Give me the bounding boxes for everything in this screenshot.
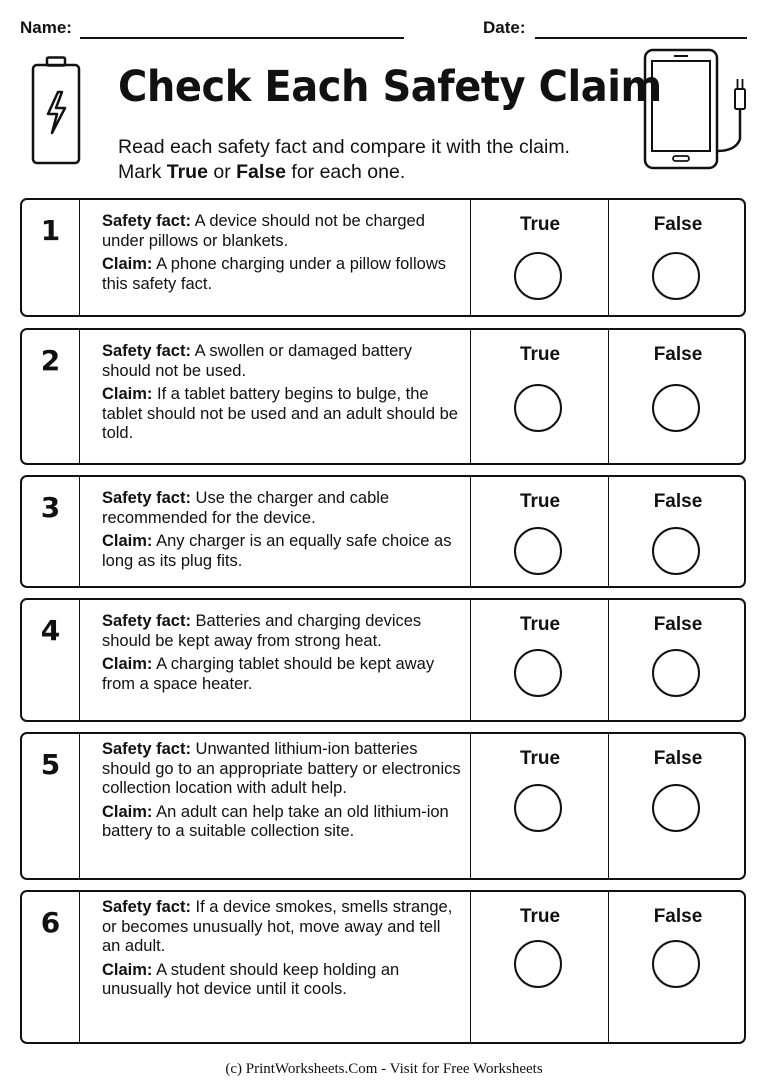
false-column bbox=[608, 600, 747, 720]
question-row-3 bbox=[20, 475, 746, 588]
true-bubble[interactable] bbox=[514, 940, 562, 988]
claim bbox=[102, 655, 462, 694]
instr-mid: or bbox=[207, 161, 237, 183]
true-label: True bbox=[519, 614, 561, 635]
fact-label: Safety fact: bbox=[102, 612, 191, 630]
false-label: False bbox=[653, 906, 703, 927]
true-bubble[interactable] bbox=[514, 649, 562, 697]
question-number: 2 bbox=[22, 330, 80, 463]
instr-pre: Mark bbox=[118, 161, 167, 183]
page-title: Check Each Safety Claim bbox=[118, 62, 662, 112]
true-label: True bbox=[519, 214, 561, 235]
true-column bbox=[470, 892, 609, 1042]
question-text bbox=[102, 212, 462, 298]
false-label: False bbox=[653, 614, 703, 635]
true-label: True bbox=[519, 748, 561, 769]
false-label: False bbox=[653, 344, 703, 365]
instructions-line-2 bbox=[118, 160, 570, 185]
false-label: False bbox=[653, 748, 703, 769]
false-column bbox=[608, 892, 747, 1042]
claim-text: Any charger is an equally safe choice as long as its plug fits. bbox=[102, 532, 452, 570]
question-text bbox=[102, 898, 462, 1004]
true-bubble[interactable] bbox=[514, 784, 562, 832]
battery-icon bbox=[31, 56, 81, 166]
false-label: False bbox=[653, 214, 703, 235]
safety-fact bbox=[102, 740, 462, 799]
false-bubble[interactable] bbox=[652, 649, 700, 697]
claim-label: Claim: bbox=[102, 655, 153, 673]
fact-label: Safety fact: bbox=[102, 212, 191, 230]
instructions bbox=[118, 135, 570, 185]
footer-credit: (c) PrintWorksheets.Com - Visit for Free Worksheets bbox=[225, 1061, 543, 1077]
safety-fact bbox=[102, 212, 462, 251]
safety-fact bbox=[102, 898, 462, 957]
question-row-1 bbox=[20, 198, 746, 317]
fact-text: Use the charger and cable recommended for the device. bbox=[102, 489, 390, 527]
false-column bbox=[608, 330, 747, 463]
true-label: True bbox=[519, 344, 561, 365]
question-row-5 bbox=[20, 732, 746, 880]
question-row-4 bbox=[20, 598, 746, 722]
fact-label: Safety fact: bbox=[102, 489, 191, 507]
true-column bbox=[470, 330, 609, 463]
instr-false: False bbox=[236, 161, 286, 183]
true-column bbox=[470, 734, 609, 878]
false-bubble[interactable] bbox=[652, 527, 700, 575]
claim-text: A phone charging under a pillow follows this safety fact. bbox=[102, 255, 446, 293]
claim bbox=[102, 961, 462, 1000]
date-field-line[interactable] bbox=[535, 37, 747, 39]
claim bbox=[102, 385, 462, 444]
instr-true: True bbox=[166, 161, 208, 183]
fact-text: Batteries and charging devices should be kept away from strong heat. bbox=[102, 612, 422, 650]
question-number: 3 bbox=[22, 477, 80, 586]
question-text bbox=[102, 342, 462, 448]
fact-label: Safety fact: bbox=[102, 898, 191, 916]
true-bubble[interactable] bbox=[514, 527, 562, 575]
claim-label: Claim: bbox=[102, 960, 153, 979]
true-column bbox=[470, 600, 609, 720]
question-text bbox=[102, 612, 462, 698]
false-bubble[interactable] bbox=[652, 784, 700, 832]
claim bbox=[102, 803, 462, 842]
true-bubble[interactable] bbox=[514, 252, 562, 300]
date-label: Date: bbox=[483, 18, 526, 37]
question-text bbox=[102, 740, 462, 846]
question-number: 1 bbox=[22, 200, 80, 315]
safety-fact bbox=[102, 342, 462, 381]
safety-fact bbox=[102, 612, 462, 651]
claim-label: Claim: bbox=[102, 255, 153, 273]
claim-text: An adult can help take an old lithium-ion battery to a suitable collection site. bbox=[102, 802, 449, 840]
false-column bbox=[608, 734, 747, 878]
false-label: False bbox=[653, 491, 703, 512]
claim-text: A charging tablet should be kept away from a space heater. bbox=[102, 655, 435, 693]
name-field-line[interactable] bbox=[80, 37, 404, 39]
claim-label: Claim: bbox=[102, 802, 153, 821]
fact-label: Safety fact: bbox=[102, 740, 191, 758]
false-bubble[interactable] bbox=[652, 252, 700, 300]
fact-text: Unwanted lithium-ion batteries should go to an appropriate battery or electronics collection location with adult help. bbox=[102, 740, 461, 797]
question-row-2 bbox=[20, 328, 746, 465]
false-column bbox=[608, 477, 747, 586]
claim bbox=[102, 255, 462, 294]
true-label: True bbox=[519, 491, 561, 512]
false-bubble[interactable] bbox=[652, 940, 700, 988]
true-bubble[interactable] bbox=[514, 384, 562, 432]
false-column bbox=[608, 200, 747, 315]
question-number: 4 bbox=[22, 600, 80, 720]
claim-label: Claim: bbox=[102, 385, 153, 403]
true-label: True bbox=[519, 906, 561, 927]
false-bubble[interactable] bbox=[652, 384, 700, 432]
claim-text: If a tablet battery begins to bulge, the tablet should not be used and an adult should be told. bbox=[102, 385, 458, 442]
fact-text: A device should not be charged under pillows or blankets. bbox=[102, 212, 425, 250]
question-text bbox=[102, 489, 462, 575]
safety-fact bbox=[102, 489, 462, 528]
true-column bbox=[470, 200, 609, 315]
fact-label: Safety fact: bbox=[102, 342, 191, 360]
name-label: Name: bbox=[20, 18, 72, 37]
claim bbox=[102, 532, 462, 571]
instr-post: for each one. bbox=[286, 161, 406, 183]
instructions-line-1: Read each safety fact and compare it with the claim. bbox=[118, 136, 570, 158]
tablet-charging-icon bbox=[640, 47, 750, 175]
fact-text: A swollen or damaged battery should not be used. bbox=[102, 342, 413, 380]
question-number: 5 bbox=[22, 734, 80, 878]
question-number: 6 bbox=[22, 892, 80, 1042]
claim-label: Claim: bbox=[102, 532, 153, 550]
true-column bbox=[470, 477, 609, 586]
question-row-6 bbox=[20, 890, 746, 1044]
claim-text: A student should keep holding an unusually hot device until it cools. bbox=[102, 960, 400, 998]
fact-text: If a device smokes, smells strange, or becomes unusually hot, move away and tell an adult. bbox=[102, 898, 453, 955]
